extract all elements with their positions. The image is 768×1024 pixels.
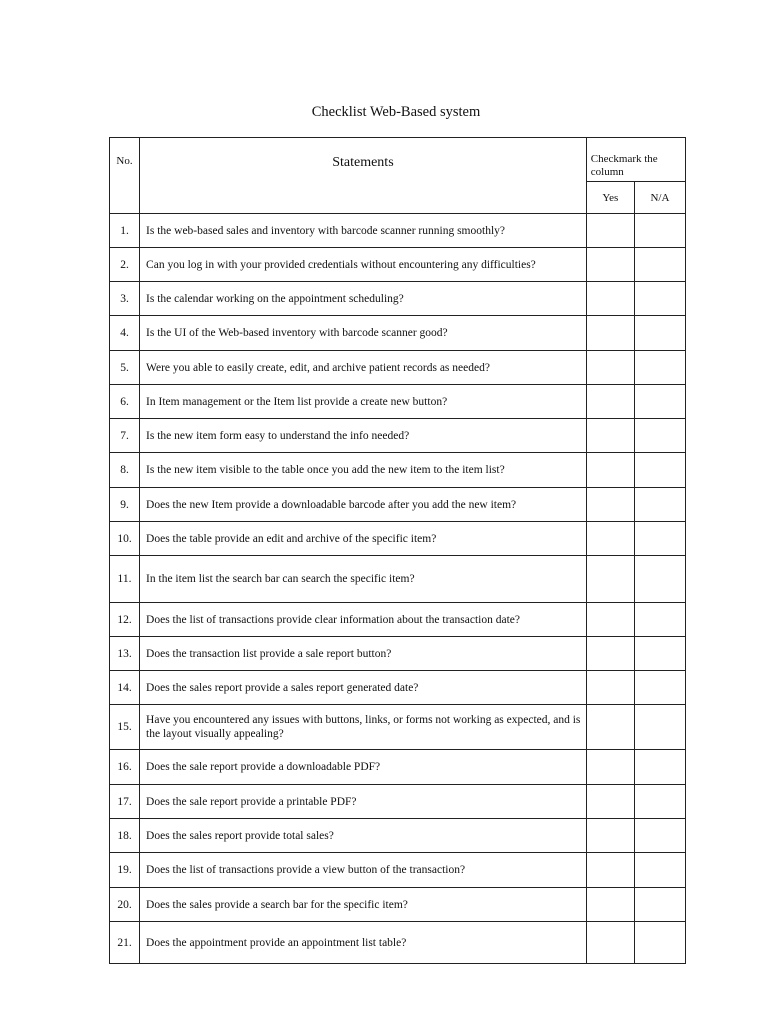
na-checkbox-cell[interactable] [634,522,685,556]
yes-checkbox-cell[interactable] [586,453,634,488]
checklist-row [110,316,686,351]
row-statement: Does the transaction list provide a sale report button? [140,637,587,671]
na-checkbox-cell[interactable] [634,705,685,750]
row-statement: Does the sale report provide a printable PDF? [140,785,587,819]
checklist-row [110,637,686,671]
na-checkbox-cell[interactable] [634,214,685,248]
row-number: 13. [110,637,140,671]
checklist-table [109,137,686,964]
yes-checkbox-cell[interactable] [586,556,634,603]
na-checkbox-cell[interactable] [634,750,685,785]
header-no: No. [110,138,140,214]
row-statement: In the item list the search bar can search the specific item? [140,556,587,603]
yes-checkbox-cell[interactable] [586,522,634,556]
yes-checkbox-cell[interactable] [586,385,634,419]
row-statement: Were you able to easily create, edit, and archive patient records as needed? [140,351,587,385]
row-statement: Does the sale report provide a downloadable PDF? [140,750,587,785]
na-checkbox-cell[interactable] [634,385,685,419]
row-statement: Can you log in with your provided credentials without encountering any difficulties? [140,248,587,282]
checklist-row [110,785,686,819]
yes-checkbox-cell[interactable] [586,637,634,671]
checklist-row [110,214,686,248]
row-number: 6. [110,385,140,419]
row-number: 19. [110,853,140,888]
na-checkbox-cell[interactable] [634,671,685,705]
checklist-row [110,282,686,316]
checklist-row [110,488,686,522]
yes-checkbox-cell[interactable] [586,603,634,637]
checklist-row [110,603,686,637]
yes-checkbox-cell[interactable] [586,819,634,853]
checklist-row [110,351,686,385]
checklist-row [110,888,686,922]
row-number: 7. [110,419,140,453]
na-checkbox-cell[interactable] [634,488,685,522]
row-statement: Does the table provide an edit and archive of the specific item? [140,522,587,556]
row-statement: Have you encountered any issues with buttons, links, or forms not working as expected, and is the layout visually appealing? [140,705,587,750]
row-number: 20. [110,888,140,922]
na-checkbox-cell[interactable] [634,819,685,853]
na-checkbox-cell[interactable] [634,316,685,351]
row-number: 16. [110,750,140,785]
checklist-row [110,419,686,453]
yes-checkbox-cell[interactable] [586,750,634,785]
row-statement: Does the list of transactions provide clear information about the transaction date? [140,603,587,637]
yes-checkbox-cell[interactable] [586,888,634,922]
row-number: 11. [110,556,140,603]
yes-checkbox-cell[interactable] [586,214,634,248]
na-checkbox-cell[interactable] [634,351,685,385]
na-checkbox-cell[interactable] [634,888,685,922]
yes-checkbox-cell[interactable] [586,351,634,385]
row-number: 2. [110,248,140,282]
row-statement: Is the UI of the Web-based inventory with barcode scanner good? [140,316,587,351]
na-checkbox-cell[interactable] [634,556,685,603]
yes-checkbox-cell[interactable] [586,922,634,964]
row-statement: Does the new Item provide a downloadable barcode after you add the new item? [140,488,587,522]
yes-checkbox-cell[interactable] [586,282,634,316]
row-number: 3. [110,282,140,316]
na-checkbox-cell[interactable] [634,248,685,282]
na-checkbox-cell[interactable] [634,637,685,671]
row-number: 5. [110,351,140,385]
checklist-row [110,556,686,603]
yes-checkbox-cell[interactable] [586,853,634,888]
na-checkbox-cell[interactable] [634,419,685,453]
checklist-row [110,853,686,888]
checklist-row [110,385,686,419]
header-na: N/A [634,182,685,214]
header-yes: Yes [586,182,634,214]
na-checkbox-cell[interactable] [634,603,685,637]
row-statement: Does the appointment provide an appointment list table? [140,922,587,964]
row-number: 15. [110,705,140,750]
row-number: 14. [110,671,140,705]
checklist-row [110,671,686,705]
row-number: 8. [110,453,140,488]
checklist-row [110,922,686,964]
row-number: 12. [110,603,140,637]
checklist-row [110,453,686,488]
checklist-row [110,819,686,853]
checklist-row [110,248,686,282]
row-statement: Is the web-based sales and inventory with barcode scanner running smoothly? [140,214,587,248]
header-checkmark: Checkmark the column [586,138,685,182]
row-number: 18. [110,819,140,853]
yes-checkbox-cell[interactable] [586,488,634,522]
checklist-row [110,522,686,556]
na-checkbox-cell[interactable] [634,453,685,488]
yes-checkbox-cell[interactable] [586,248,634,282]
row-number: 10. [110,522,140,556]
yes-checkbox-cell[interactable] [586,419,634,453]
row-statement: In Item management or the Item list provide a create new button? [140,385,587,419]
yes-checkbox-cell[interactable] [586,785,634,819]
yes-checkbox-cell[interactable] [586,705,634,750]
row-number: 9. [110,488,140,522]
checklist-row [110,750,686,785]
row-number: 17. [110,785,140,819]
checklist-row [110,705,686,750]
row-number: 4. [110,316,140,351]
yes-checkbox-cell[interactable] [586,671,634,705]
row-statement: Does the sales provide a search bar for the specific item? [140,888,587,922]
row-statement: Does the sales report provide a sales report generated date? [140,671,587,705]
row-statement: Does the sales report provide total sales? [140,819,587,853]
document-title: Checklist Web-Based system [311,104,481,120]
row-number: 1. [110,214,140,248]
row-statement: Is the new item form easy to understand the info needed? [140,419,587,453]
yes-checkbox-cell[interactable] [586,316,634,351]
na-checkbox-cell[interactable] [634,922,685,964]
na-checkbox-cell[interactable] [634,853,685,888]
na-checkbox-cell[interactable] [634,282,685,316]
header-statements: Statements [140,138,587,214]
row-statement: Is the new item visible to the table once you add the new item to the item list? [140,453,587,488]
na-checkbox-cell[interactable] [634,785,685,819]
row-number: 21. [110,922,140,964]
row-statement: Does the list of transactions provide a view button of the transaction? [140,853,587,888]
row-statement: Is the calendar working on the appointment scheduling? [140,282,587,316]
